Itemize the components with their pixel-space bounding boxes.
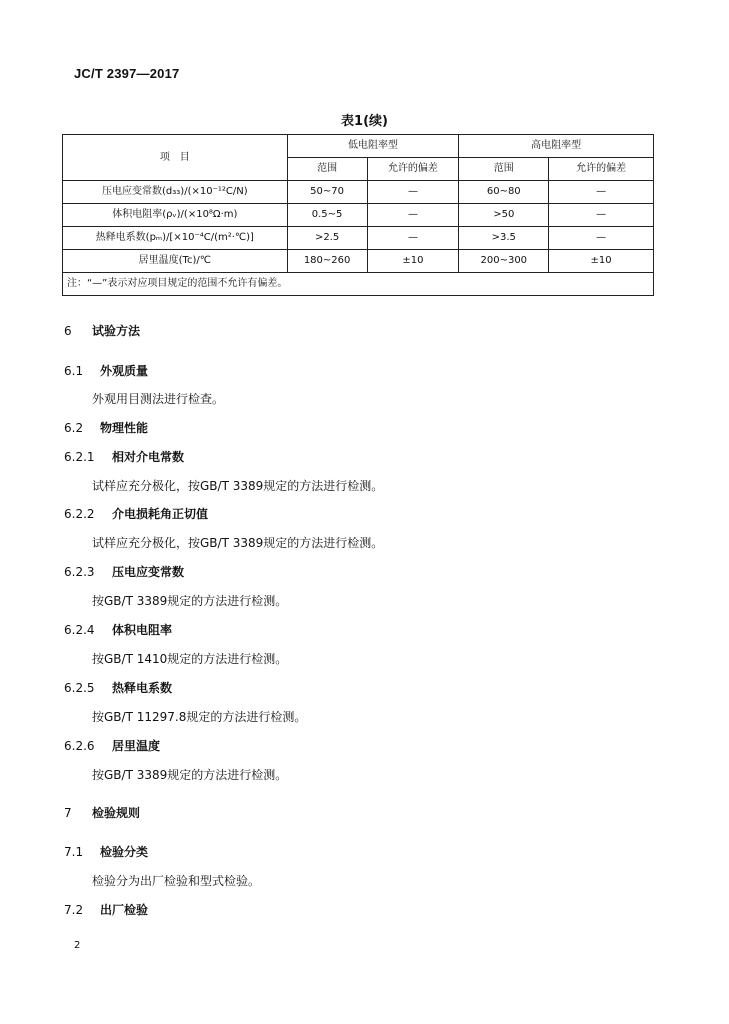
section-title: 体积电阻率	[112, 623, 173, 637]
row-high-range: 200~300	[459, 250, 549, 273]
section-number: 7	[64, 806, 72, 820]
row-low-tolerance: —	[367, 181, 459, 204]
spec-table	[62, 134, 654, 296]
row-high-range: >50	[459, 204, 549, 227]
section-number: 7.2	[64, 903, 84, 917]
row-item: 热释电系数(pₘ)/[×10⁻⁴C/(m²·℃)]	[63, 227, 288, 250]
section-paragraph: 试样应充分极化，按GB/T 3389规定的方法进行检测。	[92, 479, 384, 493]
row-low-tolerance: —	[367, 227, 459, 250]
section-paragraph: 外观用目测法进行检查。	[92, 392, 225, 406]
header-high-resistivity: 高电阻率型	[459, 135, 654, 158]
section-heading	[64, 804, 140, 821]
section-title: 物理性能	[100, 421, 149, 435]
row-low-range: 0.5~5	[287, 204, 367, 227]
row-item: 压电应变常数(d₃₃)/(×10⁻¹²C/N)	[63, 181, 288, 204]
section-title: 检验分类	[100, 845, 149, 859]
section-paragraph: 检验分为出厂检验和型式检验。	[92, 874, 261, 888]
header-low-tolerance: 允许的偏差	[367, 158, 459, 181]
row-low-tolerance: ±10	[367, 250, 459, 273]
row-low-range: 50~70	[287, 181, 367, 204]
header-low-range: 范围	[287, 158, 367, 181]
section-heading	[64, 322, 140, 339]
section-title: 介电损耗角正切值	[112, 507, 209, 521]
row-high-range: 60~80	[459, 181, 549, 204]
table-title: 表1(续)	[341, 114, 388, 129]
table-note: 注：“—”表示对应项目规定的范围不允许有偏差。	[63, 273, 654, 296]
section-heading	[64, 505, 208, 522]
document-code: JC/T 2397—2017	[74, 66, 180, 81]
section-heading	[64, 901, 148, 918]
row-low-range: 180~260	[287, 250, 367, 273]
section-heading	[64, 419, 148, 436]
table-row	[63, 181, 654, 204]
section-title: 试验方法	[92, 324, 141, 338]
row-item: 体积电阻率(ρᵥ)/(×10⁸Ω·m)	[63, 204, 288, 227]
section-number: 6.2.3	[64, 565, 95, 579]
header-high-range: 范围	[459, 158, 549, 181]
section-title: 居里温度	[112, 739, 161, 753]
section-title: 出厂检验	[100, 903, 149, 917]
section-title: 热释电系数	[112, 681, 173, 695]
section-title: 压电应变常数	[112, 565, 185, 579]
section-number: 6.1	[64, 364, 84, 378]
table-note-row	[63, 273, 654, 296]
section-paragraph: 按GB/T 11297.8规定的方法进行检测。	[92, 710, 307, 724]
table-row	[63, 250, 654, 273]
table-row	[63, 204, 654, 227]
section-number: 6.2.6	[64, 739, 95, 753]
section-title: 外观质量	[100, 364, 149, 378]
section-number: 7.1	[64, 845, 84, 859]
section-number: 6.2.1	[64, 450, 95, 464]
row-high-tolerance: —	[549, 181, 654, 204]
section-paragraph: 按GB/T 3389规定的方法进行检测。	[92, 768, 288, 782]
table-header-row	[63, 135, 654, 158]
header-low-resistivity: 低电阻率型	[287, 135, 459, 158]
section-paragraph: 试样应充分极化，按GB/T 3389规定的方法进行检测。	[92, 536, 384, 550]
section-number: 6.2	[64, 421, 84, 435]
section-title: 相对介电常数	[112, 450, 185, 464]
section-heading	[64, 843, 148, 860]
section-number: 6	[64, 324, 72, 338]
page-number: 2	[74, 940, 81, 951]
row-high-tolerance: —	[549, 204, 654, 227]
section-heading	[64, 621, 172, 638]
section-number: 6.2.2	[64, 507, 95, 521]
section-paragraph: 按GB/T 3389规定的方法进行检测。	[92, 594, 288, 608]
row-high-range: >3.5	[459, 227, 549, 250]
section-heading	[64, 737, 160, 754]
row-high-tolerance: —	[549, 227, 654, 250]
section-title: 检验规则	[92, 806, 141, 820]
section-number: 6.2.4	[64, 623, 95, 637]
row-item: 居里温度(Tc)/℃	[63, 250, 288, 273]
row-low-range: >2.5	[287, 227, 367, 250]
header-item: 项 目	[63, 135, 288, 181]
section-heading	[64, 448, 184, 465]
section-number: 6.2.5	[64, 681, 95, 695]
row-high-tolerance: ±10	[549, 250, 654, 273]
section-heading	[64, 679, 172, 696]
header-high-tolerance: 允许的偏差	[549, 158, 654, 181]
row-low-tolerance: —	[367, 204, 459, 227]
section-heading	[64, 563, 184, 580]
table-row	[63, 227, 654, 250]
section-heading	[64, 362, 148, 379]
section-paragraph: 按GB/T 1410规定的方法进行检测。	[92, 652, 288, 666]
